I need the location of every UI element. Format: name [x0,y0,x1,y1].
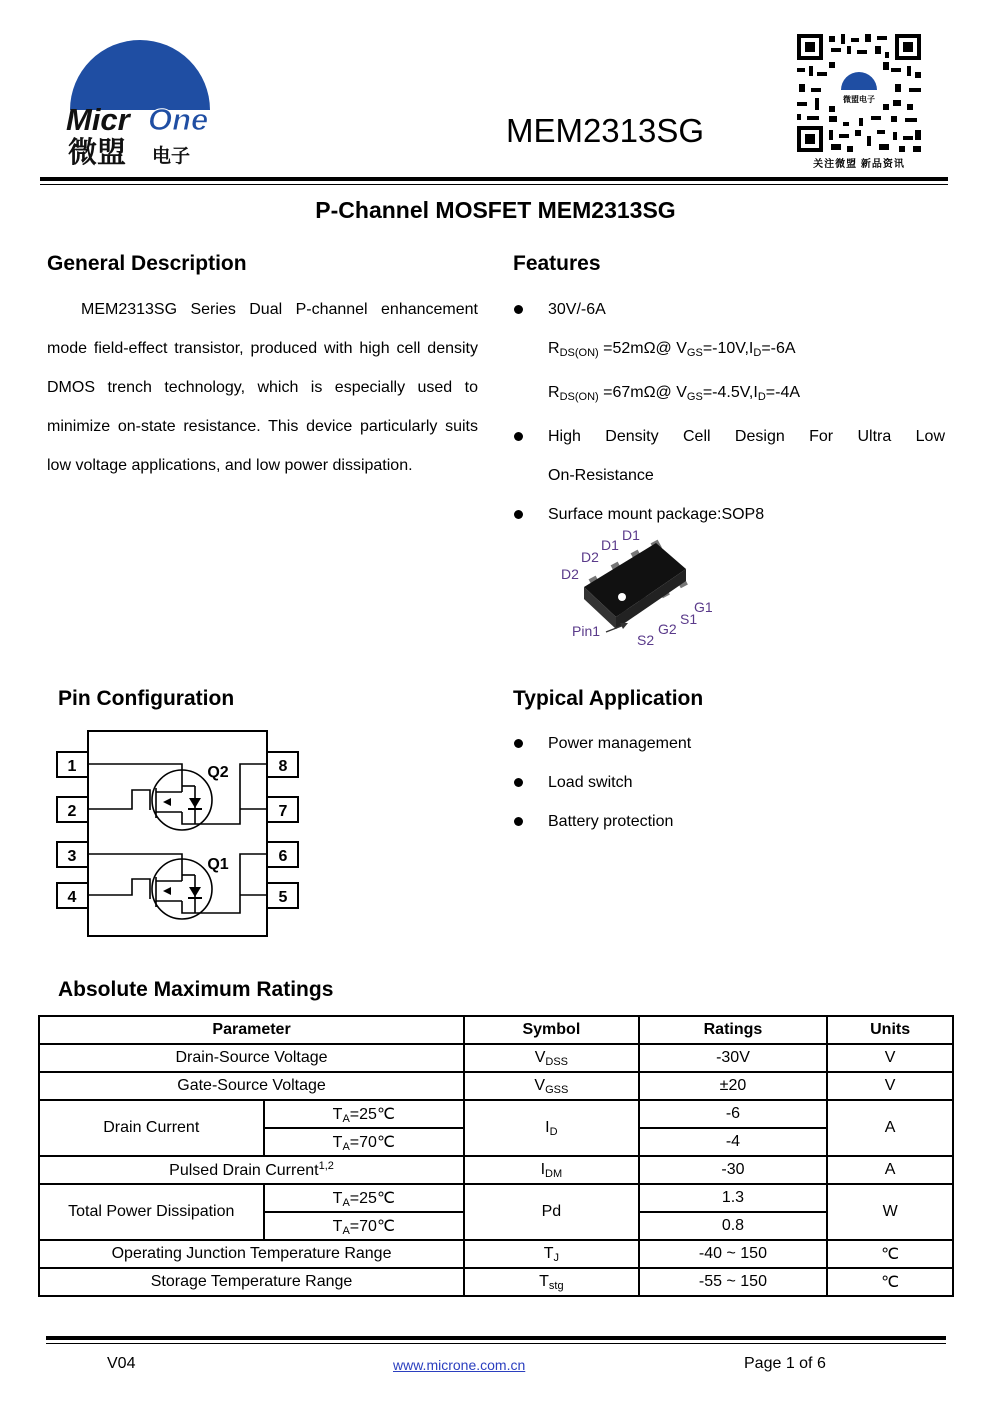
value-vdss: -30V [639,1044,828,1072]
pin-number-6: 6 [278,848,288,865]
q2-arrow-icon [163,798,171,806]
table-row [39,1072,953,1100]
bullet-icon [514,778,523,787]
table-row [39,1184,953,1212]
pin-number-4: 4 [67,889,77,906]
bullet-icon [514,510,523,519]
general-description-heading: General Description [47,252,247,275]
pin-number-8: 8 [278,758,288,775]
header-ratings: Ratings [639,1016,828,1044]
value-id-25c: -6 [639,1100,828,1128]
table-row [39,1044,953,1072]
typical-application-list [513,724,945,841]
symbol-tj: $T_J$ [464,1240,639,1268]
document-title: MEM2313SG [505,112,705,149]
feature-package: Surface mount package:SOP8 [548,506,765,523]
qr-caption: 关注微盟 新品资讯 [813,159,905,170]
table-row [39,1156,953,1184]
symbol-vdss: $V_{DSS}$ [464,1044,639,1072]
footer-rule-thick [46,1336,946,1340]
transistor-label-q2: Q2 [207,764,229,781]
table-row [39,1240,953,1268]
logo-text-cn: 微盟 [68,135,127,169]
main-title: P-Channel MOSFET MEM2313SG [315,197,676,223]
unit-vgss: V [827,1072,953,1100]
header-symbol: Symbol [464,1016,639,1044]
logo-arc [70,40,210,110]
features-list [513,290,945,534]
unit-tstg: ℃ [827,1268,953,1296]
header-rule-thick [40,177,948,181]
header-rule-thin [40,184,948,185]
pin-diagram-graphic [55,728,305,940]
label-s1: S1 [680,611,698,627]
value-id-70c: -4 [639,1128,828,1156]
feature-cell-design-line1: High Density Cell Design For Ultra Low [548,428,945,445]
param-vdss: Drain-Source Voltage [39,1044,464,1072]
bullet-icon [514,305,523,314]
qr-badge-label: 微盟电子 [843,95,875,104]
application-item [513,724,945,763]
label-s2: S2 [637,632,655,648]
pin-number-3: 3 [67,848,77,865]
symbol-id: $I_D$ [464,1100,639,1156]
general-description-text: MEM2313SG Series Dual P-channel enhancement mode field-effect transistor, produced with high cell density DMOS trench technology, which is especially used to minimize on-state resistance. This device particularly suits low voltage applications, and low power dissipation. [47,301,478,474]
qr-code-graphic [795,32,923,154]
pin-configuration-heading: Pin Configuration [58,687,235,710]
sop8-package-image [560,525,730,655]
label-g1: G1 [694,599,713,615]
unit-vdss: V [827,1044,953,1072]
header-units: Units [827,1016,953,1044]
symbol-idm: $I_{DM}$ [464,1156,639,1184]
value-pd-25c: 1.3 [639,1184,828,1212]
param-drain-current: Drain Current [39,1100,264,1156]
logo-graphic [60,38,220,170]
value-tstg: -55 ~ 150 [639,1268,828,1296]
pin-number-2: 2 [67,803,77,820]
logo-text-cn-small: 电子 [152,145,191,167]
unit-idm: A [827,1156,953,1184]
cond-pd-25c: $T_A=25℃$ [264,1184,465,1212]
unit-tj: ℃ [827,1240,953,1268]
footer-rule-thin [46,1343,946,1344]
q1-diode-icon [189,887,201,897]
cond-pd-70c: $T_A=70℃$ [264,1212,465,1240]
sop8-graphic [560,525,730,655]
company-logo [60,38,220,170]
transistor-label-q1: Q1 [207,856,229,873]
application-item [513,763,945,802]
feature-cell-design-line2: On-Resistance [548,467,654,484]
label-d2: D2 [561,566,579,582]
pin1-marker [618,593,626,601]
cond-id-25c: $T_A=25℃$ [264,1100,465,1128]
symbol-vgss: $V_{GSS}$ [464,1072,639,1100]
general-description-body [47,290,478,485]
label-d1: D1 [601,537,619,553]
param-vgss: Gate-Source Voltage [39,1072,464,1100]
feature-voltage-current: 30V/-6A [548,301,606,318]
unit-pd: W [827,1184,953,1240]
pin-number-1: 1 [67,758,77,775]
feature-rds-4v5: $R_{DS(ON)}$ =67mΩ@ $V_{GS}=-4.5V,I_D=-4A$ [548,384,801,403]
q2-diode-icon [189,798,201,808]
value-vgss: ±20 [639,1072,828,1100]
param-tstg: Storage Temperature Range [39,1268,464,1296]
feature-item [513,290,945,329]
footer-website-link[interactable]: www.microne.com.cn [393,1357,526,1373]
param-idm: Pulsed Drain Current$^{1,2}$ [39,1156,464,1184]
table-row [39,1100,953,1128]
symbol-tstg: $T_{stg}$ [464,1268,639,1296]
cond-id-70c: $T_A=70℃$ [264,1128,465,1156]
footer-page-number: Page 1 of 6 [744,1355,826,1372]
label-d1-top: D1 [622,527,640,543]
footer-version: V04 [107,1355,136,1372]
typical-application-heading: Typical Application [513,687,704,710]
logo-text-micr: Micr [66,102,130,137]
pin-number-5: 5 [278,889,288,906]
pin-number-7: 7 [278,803,288,820]
application-label: Power management [548,735,692,752]
label-g2: G2 [658,621,677,637]
symbol-pd: Pd [464,1184,639,1240]
application-item [513,802,945,841]
bullet-icon [514,432,523,441]
ratings-heading: Absolute Maximum Ratings [58,978,334,1001]
param-power-dissipation: Total Power Dissipation [39,1184,264,1240]
value-pd-70c: 0.8 [639,1212,828,1240]
application-label: Load switch [548,774,633,791]
application-label: Battery protection [548,813,674,830]
q1-arrow-icon [163,887,171,895]
qr-code [795,32,923,154]
feature-item [513,417,945,495]
table-header-row [39,1016,953,1044]
label-pin1: Pin1 [572,623,601,639]
bullet-icon [514,739,523,748]
value-idm: -30 [639,1156,828,1184]
param-tj: Operating Junction Temperature Range [39,1240,464,1268]
table-row [39,1268,953,1296]
features-heading: Features [513,252,601,275]
unit-id: A [827,1100,953,1156]
logo-text-one: One [148,102,209,137]
header-parameter: Parameter [39,1016,464,1044]
bullet-icon [514,817,523,826]
label-d2-top: D2 [581,549,599,565]
ratings-table [38,1015,954,1297]
feature-rds-10v: $R_{DS(ON)}$ =52mΩ@ $V_{GS}=-10V,I_D=-6A$ [548,340,796,359]
value-tj: -40 ~ 150 [639,1240,828,1268]
pin-configuration-diagram [55,728,305,940]
